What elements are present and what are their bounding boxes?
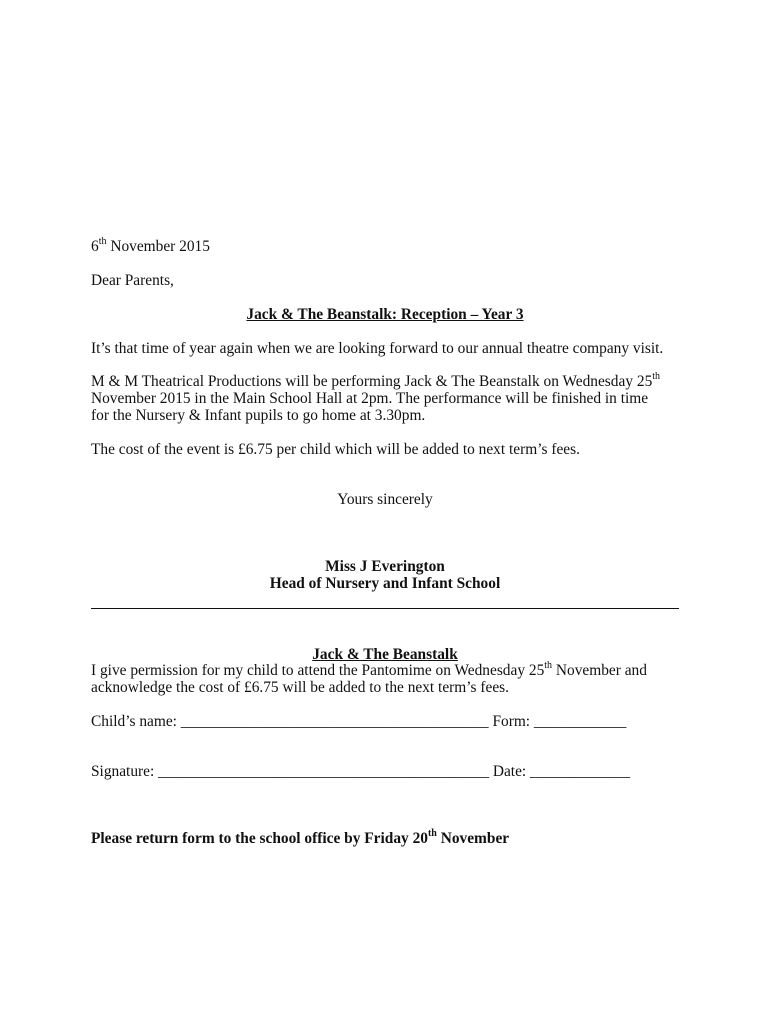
signatory-name: Miss J Everington bbox=[325, 558, 445, 575]
divider bbox=[91, 608, 679, 609]
letter-title: Jack & The Beanstalk: Reception – Year 3 bbox=[246, 306, 524, 323]
signature-label: Signature: bbox=[91, 763, 159, 780]
child-name-row bbox=[91, 713, 626, 730]
paragraph-details-line3: for the Nursery & Infant pupils to go home at 3.30pm. bbox=[91, 407, 426, 424]
signature-row bbox=[91, 763, 630, 780]
paragraph-details-line2: November 2015 in the Main School Hall at 2pm. The performance will be finished in time bbox=[91, 390, 649, 407]
letter-date: 6th November 2015 bbox=[91, 235, 210, 255]
date-field[interactable]: _____________ bbox=[530, 763, 631, 780]
closing: Yours sincerely bbox=[337, 491, 433, 508]
date-label: Date: bbox=[489, 763, 531, 780]
signature-field[interactable]: ___________________________________________ bbox=[158, 763, 490, 780]
signatory-title: Head of Nursery and Infant School bbox=[269, 575, 501, 592]
form-field[interactable]: ____________ bbox=[533, 713, 627, 730]
form-title: Jack & The Beanstalk bbox=[312, 646, 458, 663]
paragraph-details-line1: M & M Theatrical Productions will be performing Jack & The Beanstalk on Wednesday 25th bbox=[91, 370, 661, 390]
permission-line1: I give permission for my child to attend the Pantomime on Wednesday 25th November and bbox=[91, 659, 647, 679]
paragraph-intro: It’s that time of year again when we are looking forward to our annual theatre company visit. bbox=[91, 340, 664, 357]
child-name-field[interactable]: ________________________________________ bbox=[180, 713, 489, 730]
salutation: Dear Parents, bbox=[91, 272, 174, 289]
paragraph-cost: The cost of the event is £6.75 per child which will be added to next term’s fees. bbox=[91, 441, 580, 458]
child-name-label: Child’s name: bbox=[91, 713, 181, 730]
return-instruction: Please return form to the school office by Friday 20th November bbox=[91, 827, 510, 847]
permission-line2: acknowledge the cost of £6.75 will be added to the next term’s fees. bbox=[91, 679, 509, 696]
form-label: Form: bbox=[488, 713, 534, 730]
